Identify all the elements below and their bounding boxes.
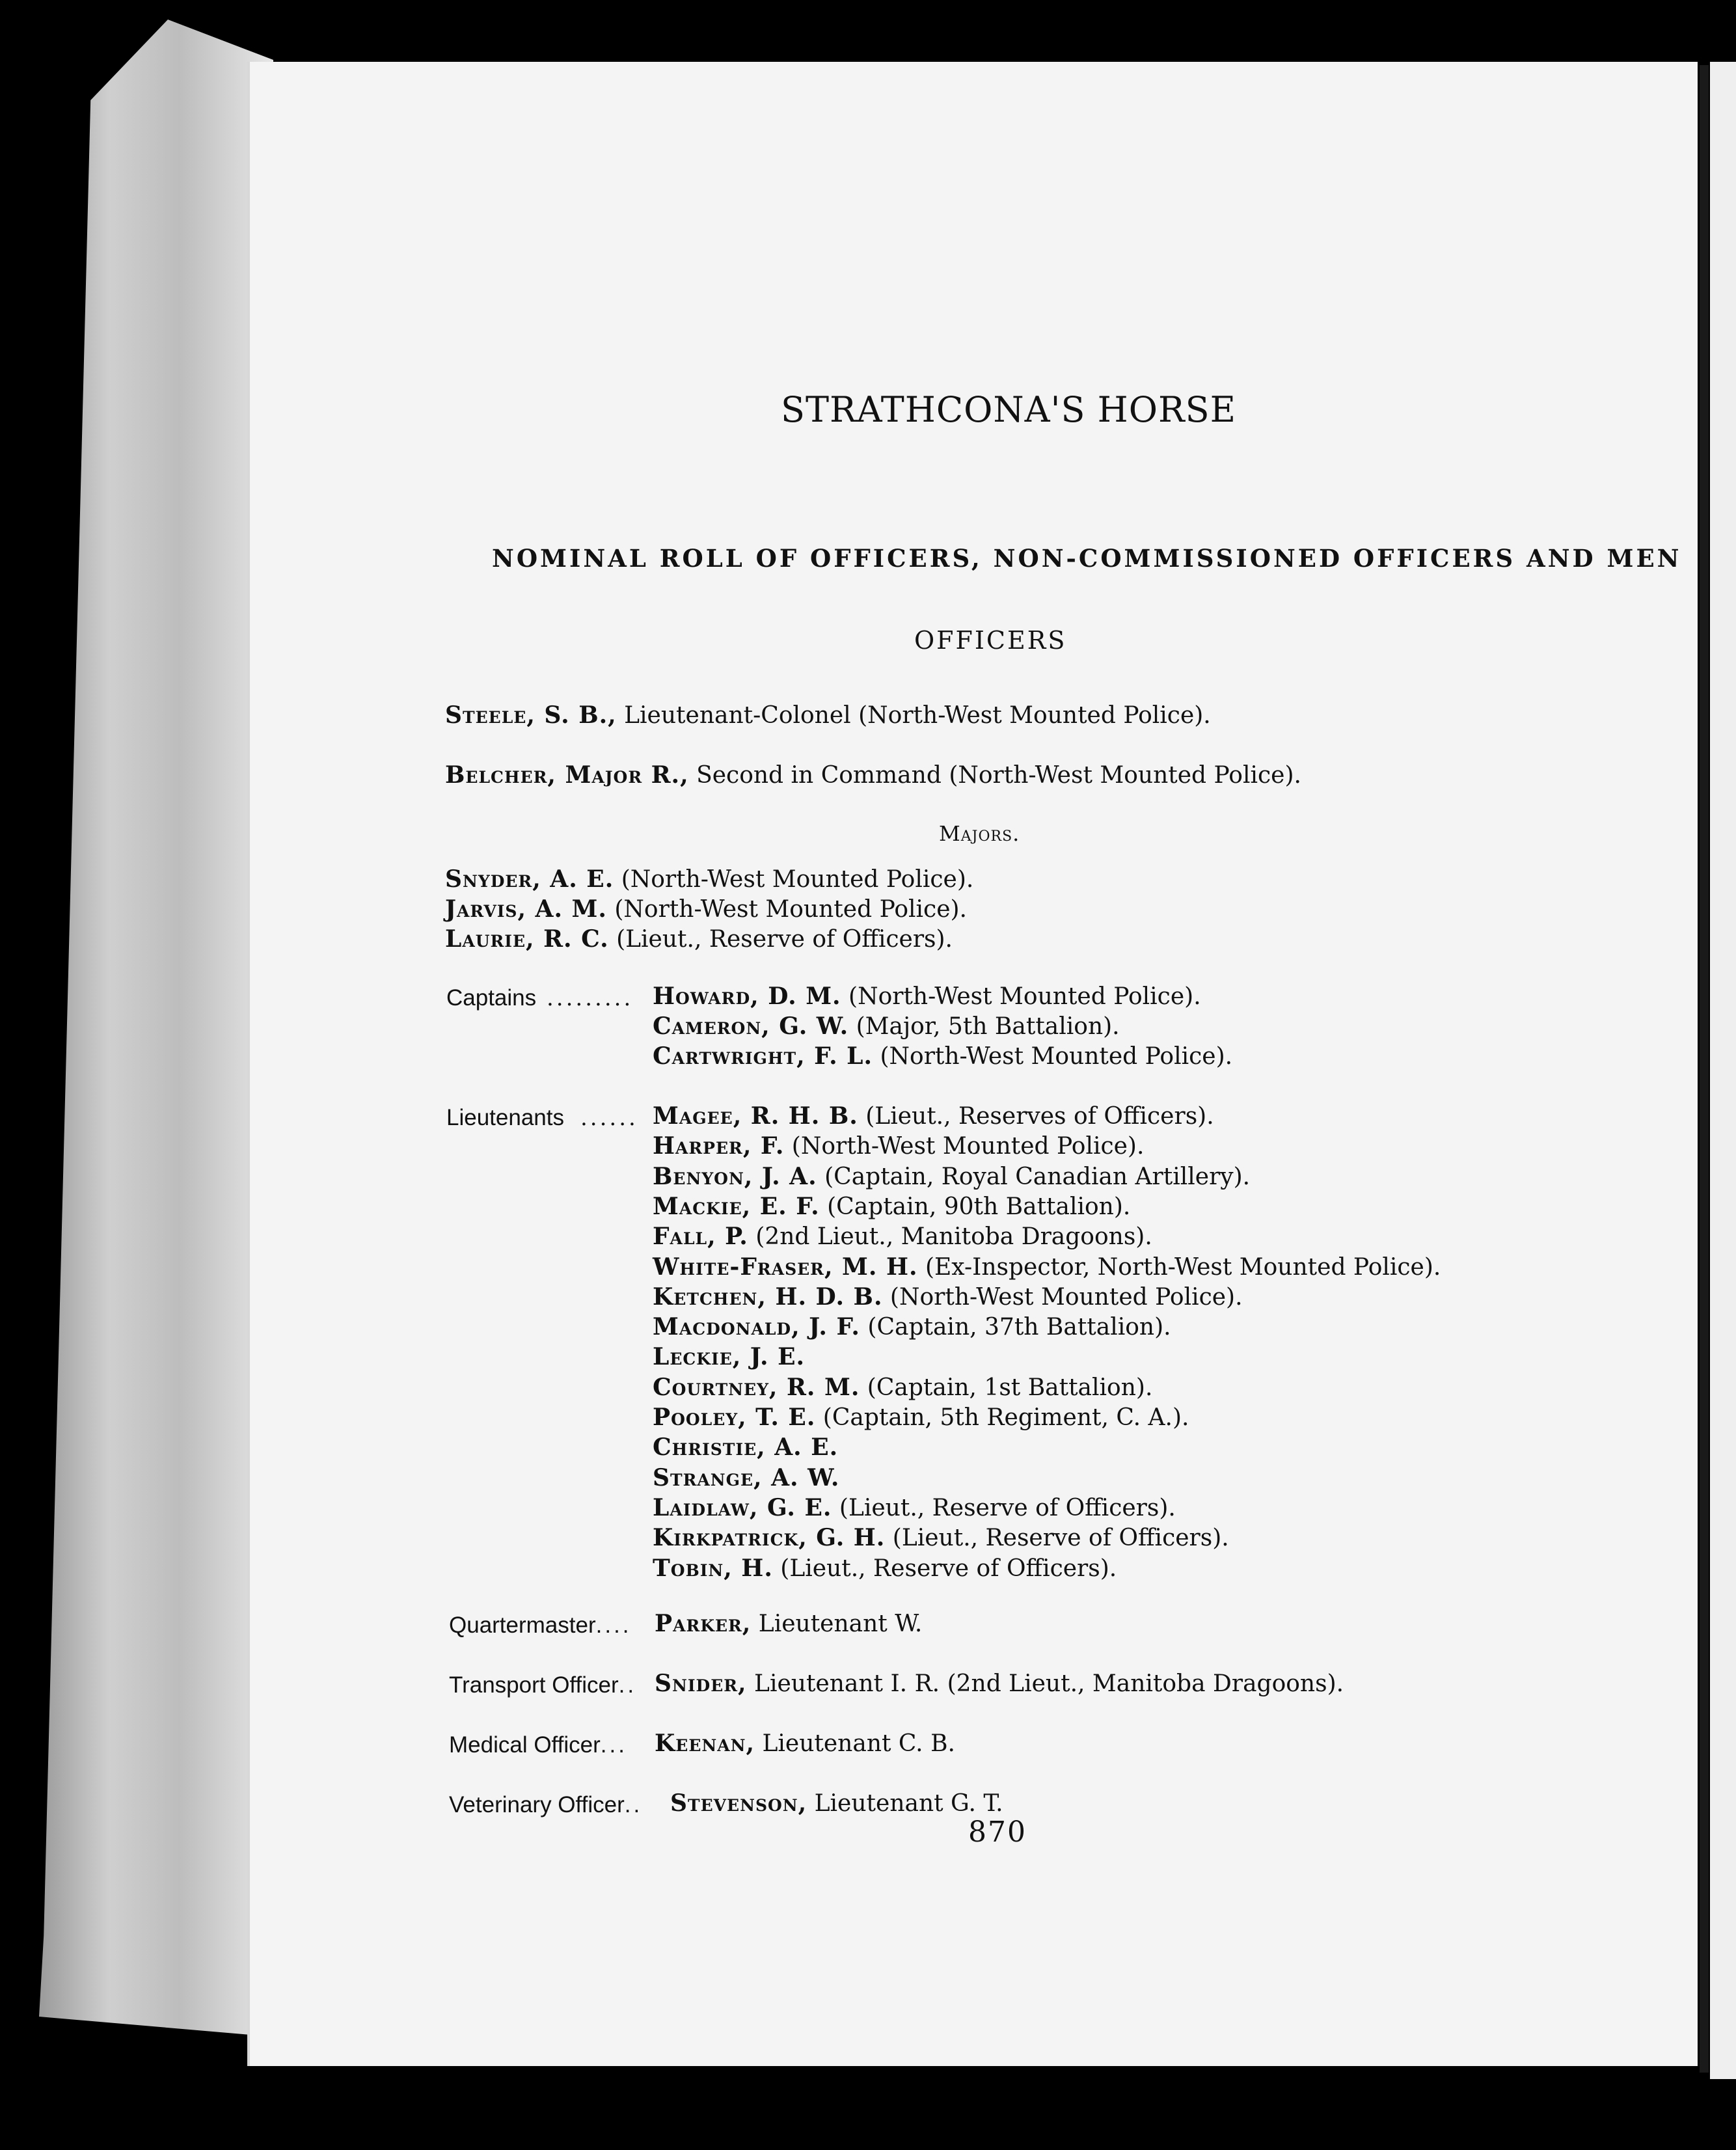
lieutenant-entry (653, 1434, 838, 1461)
commander-entry (445, 761, 1301, 789)
lieutenant-entry (653, 1313, 1171, 1340)
officer-name: Macdonald, J. F. (653, 1313, 860, 1341)
officer-name: Cameron, G. W. (653, 1013, 849, 1040)
leader-dots: .. (618, 1672, 637, 1698)
officer-detail: Second in Command (North-West Mounted Police). (688, 762, 1301, 789)
officer-detail: Lieutenant C. B. (755, 1730, 955, 1757)
officer-name: Ketchen, H. D. B. (653, 1283, 883, 1311)
staff-officer-entry (655, 1610, 922, 1637)
lieutenant-entry (653, 1163, 1250, 1190)
officer-name: Laurie, R. C. (445, 925, 609, 953)
staff-role-label (449, 1792, 642, 1818)
role-label: Transport Officer (449, 1672, 619, 1698)
officer-name: Snyder, A. E. (445, 865, 614, 893)
officer-name: Snider, (655, 1670, 747, 1697)
lieutenant-entry (653, 1223, 1152, 1250)
major-entry (445, 925, 953, 953)
roll-subtitle: NOMINAL ROLL OF OFFICERS, NON-COMMISSIONED OFFICERS AND MEN (492, 544, 1682, 573)
captain-entry (653, 1013, 1120, 1040)
page-title: STRATHCONA'S HORSE (781, 389, 1237, 430)
leader-dots: .. (624, 1792, 643, 1817)
officer-name: Parker, (655, 1610, 752, 1637)
officer-name: Stevenson, (670, 1789, 807, 1817)
captain-entry (653, 1042, 1232, 1070)
officer-name: Howard, D. M. (653, 983, 841, 1010)
officer-detail: (Lieut., Reserve of Officers). (832, 1494, 1176, 1521)
officer-detail: (Lieut., Reserves of Officers). (858, 1103, 1214, 1130)
majors-heading: Majors. (939, 821, 1020, 846)
officer-name: Pooley, T. E. (653, 1404, 816, 1431)
officer-name: Courtney, R. M. (653, 1373, 860, 1401)
lieutenant-entry (653, 1404, 1189, 1431)
officer-detail: (Lieut., Reserve of Officers). (772, 1555, 1117, 1582)
officer-name: Jarvis, A. M. (445, 895, 607, 923)
officer-detail: (Captain, 5th Regiment, C. A.). (815, 1404, 1189, 1431)
officer-detail: Lieutenant I. R. (2nd Lieut., Manitoba Dragoons). (746, 1670, 1344, 1697)
officer-detail: (North-West Mounted Police). (873, 1043, 1233, 1070)
page-gutter (1700, 65, 1709, 2073)
book-page-edges (39, 20, 273, 2037)
major-entry (445, 895, 967, 923)
officer-detail: (2nd Lieut., Manitoba Dragoons). (748, 1223, 1152, 1251)
rank-label-captains: Captains (446, 985, 537, 1011)
officer-detail: Lieutenant W. (751, 1611, 923, 1637)
staff-officer-entry (670, 1789, 1003, 1817)
officer-name: Tobin, H. (653, 1554, 773, 1582)
officer-detail: (Captain, 1st Battalion). (860, 1374, 1153, 1401)
leader-dots: ......... (547, 985, 634, 1011)
lieutenant-entry (653, 1494, 1176, 1521)
staff-officer-entry (655, 1670, 1344, 1697)
officer-name: Mackie, E. F. (653, 1192, 820, 1220)
officer-detail: (Major, 5th Battalion). (848, 1013, 1120, 1040)
role-label: Quartermaster (449, 1612, 596, 1638)
officer-name: Strange, A. W. (653, 1463, 840, 1491)
officer-name: Fall, P. (653, 1223, 748, 1251)
officer-name: Christie, A. E. (653, 1434, 839, 1462)
officer-name: Benyon, J. A. (653, 1162, 817, 1190)
major-entry (445, 865, 973, 893)
lieutenant-entry (653, 1132, 1144, 1160)
role-label: Medical Officer (449, 1732, 601, 1758)
officer-detail: (Lieut., Reserve of Officers). (608, 926, 953, 953)
officer-detail: (Captain, Royal Canadian Artillery). (817, 1163, 1251, 1190)
officer-name: Magee, R. H. B. (653, 1102, 858, 1130)
officer-detail: (North-West Mounted Police). (614, 866, 974, 893)
officer-detail: (Captain, 37th Battalion). (860, 1314, 1171, 1341)
leader-dots: ...... (580, 1105, 638, 1131)
lieutenant-entry (653, 1343, 805, 1370)
lieutenant-entry (653, 1253, 1441, 1281)
officer-detail: (North-West Mounted Police). (882, 1283, 1243, 1311)
lieutenant-entry (653, 1524, 1229, 1551)
staff-officer-entry (655, 1730, 955, 1757)
officer-name: Cartwright, F. L. (653, 1042, 873, 1070)
leader-dots: .... (595, 1612, 632, 1638)
officer-name: Harper, F. (653, 1132, 785, 1160)
officer-detail: (Lieut., Reserve of Officers). (885, 1525, 1229, 1552)
facing-page (1710, 62, 1736, 2079)
officer-name: Keenan, (655, 1730, 755, 1757)
officer-name: Steele, S. B., (445, 701, 617, 729)
lieutenant-entry (653, 1464, 839, 1491)
officer-detail: Lieutenant-Colonel (North-West Mounted Police). (616, 702, 1211, 729)
lieutenant-entry (653, 1102, 1214, 1130)
staff-role-label (449, 1672, 636, 1698)
officer-name: Laidlaw, G. E. (653, 1493, 832, 1521)
captain-entry (653, 983, 1201, 1010)
rank-label-lieutenants: Lieutenants (446, 1105, 564, 1130)
officer-detail: (North-West Mounted Police). (784, 1133, 1145, 1160)
officer-detail: (North-West Mounted Police). (606, 896, 967, 923)
lieutenant-entry (653, 1555, 1117, 1582)
officers-heading: OFFICERS (914, 626, 1067, 655)
lieutenant-entry (653, 1193, 1130, 1220)
officer-name: Kirkpatrick, G. H. (653, 1524, 886, 1552)
staff-role-label (449, 1612, 632, 1639)
leader-dots: ... (600, 1732, 627, 1758)
officer-name: White-Fraser, M. H. (653, 1253, 918, 1281)
commander-entry (445, 701, 1211, 729)
officer-detail: Lieutenant G. T. (807, 1790, 1003, 1817)
role-label: Veterinary Officer (449, 1792, 625, 1817)
lieutenant-entry (653, 1374, 1152, 1401)
lieutenant-entry (653, 1283, 1243, 1311)
staff-role-label (449, 1732, 627, 1758)
page-number: 870 (968, 1816, 1027, 1849)
officer-detail: (Captain, 90th Battalion). (819, 1193, 1131, 1220)
officer-name: Leckie, J. E. (653, 1343, 806, 1371)
officer-detail: (Ex-Inspector, North-West Mounted Police). (917, 1253, 1441, 1281)
officer-name: Belcher, Major R., (445, 761, 689, 789)
officer-detail: (North-West Mounted Police). (841, 983, 1201, 1010)
